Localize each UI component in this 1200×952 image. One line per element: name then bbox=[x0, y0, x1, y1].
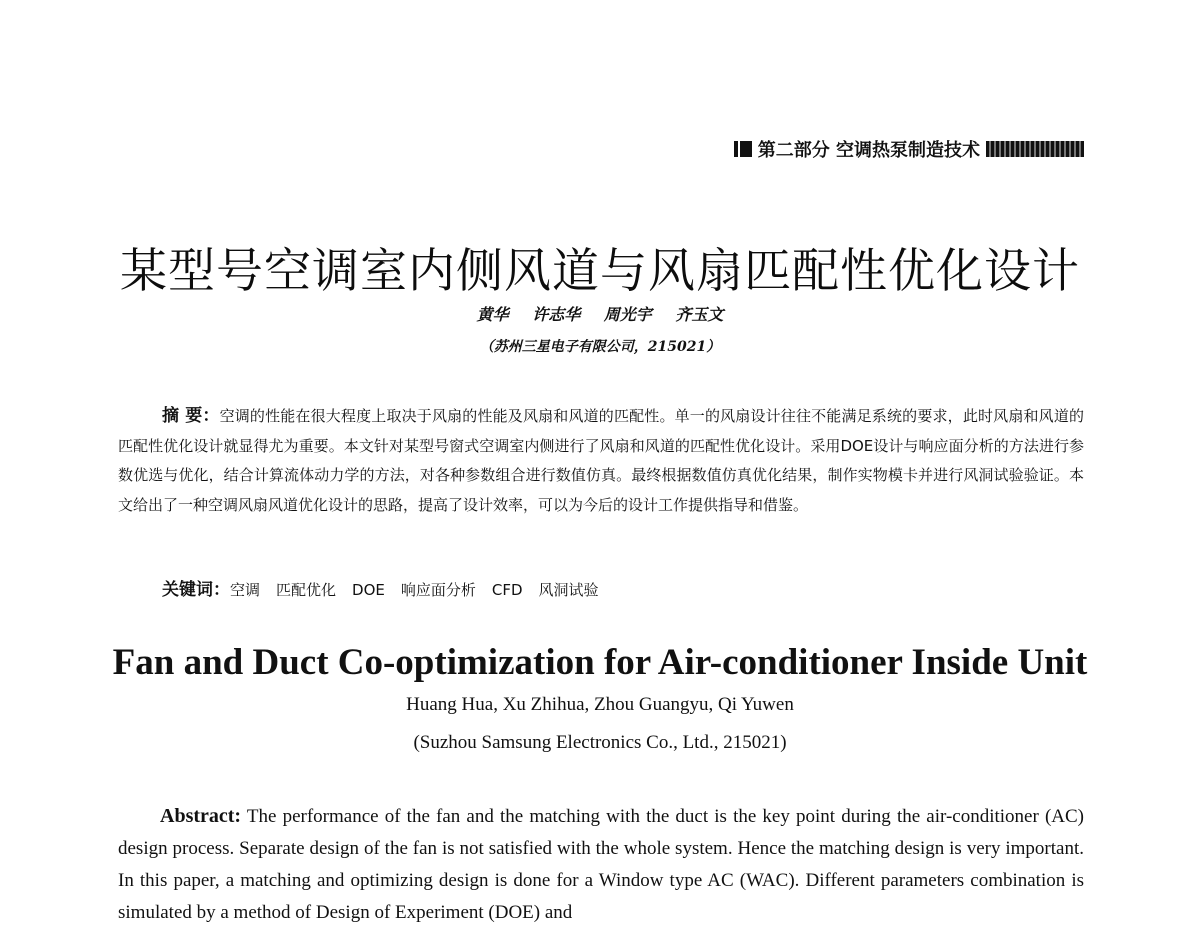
chinese-authors: 黄华 许志华 周光宇 齐玉文 bbox=[476, 305, 724, 324]
chinese-keywords bbox=[162, 575, 1082, 600]
header-left-bar bbox=[734, 141, 752, 157]
chinese-abstract bbox=[118, 402, 1084, 520]
chinese-keywords-label: 关键词： bbox=[162, 580, 230, 600]
keyword: 响应面分析 bbox=[400, 581, 476, 599]
chinese-title: 某型号空调室内侧风道与风扇匹配性优化设计 bbox=[120, 244, 1080, 299]
english-title: Fan and Duct Co-optimization for Air-conditioner Inside Unit bbox=[112, 642, 1088, 683]
english-authors: Huang Hua, Xu Zhihua, Zhou Guangyu, Qi Yuwen bbox=[406, 694, 794, 715]
english-abstract-text: The performance of the fan and the matching with the duct is the key point during the air-conditioner (AC) design process. Separate design of the fan is not satisfied with the whole system. Hence the matching design is very important. In this paper, a matching and optimizing design is done for a Window type AC (WAC). Different parameters combination is simulated by a method of Design of Experiment (DOE) and bbox=[118, 806, 1084, 923]
english-abstract bbox=[118, 800, 1084, 929]
english-abstract-label: Abstract: bbox=[160, 805, 242, 827]
chinese-abstract-text: 空调的性能在很大程度上取决于风扇的性能及风扇和风道的匹配性。单一的风扇设计往往不能满足系统的要求，此时风扇和风道的匹配性优化设计就显得尤为重要。本文针对某型号窗式空调室内侧进行了风扇和风道的匹配性优化设计。采用DOE设计与响应面分析的方法进行参数优选与优化，结合计算流体动力学的方法，对各种参数组合进行数值仿真。最终根据数值仿真优化结果，制作实物模卡并进行风洞试验验证。本文给出了一种空调风扇风道优化设计的思路，提高了设计效率，可以为今后的设计工作提供指导和借鉴。 bbox=[118, 407, 1084, 514]
keyword: 风洞试验 bbox=[538, 581, 599, 599]
chinese-affiliation: （苏州三星电子有限公司，215021） bbox=[479, 339, 721, 355]
keyword: 匹配优化 bbox=[276, 581, 337, 599]
running-header bbox=[734, 136, 1084, 162]
english-affiliation: (Suzhou Samsung Electronics Co., Ltd., 215021) bbox=[413, 732, 787, 753]
header-right-bar bbox=[986, 141, 1084, 157]
header-section-label: 第二部分 空调热泵制造技术 bbox=[757, 140, 980, 161]
keyword: 空调 bbox=[230, 581, 261, 599]
keyword: CFD bbox=[491, 581, 523, 599]
keyword: DOE bbox=[352, 581, 385, 599]
chinese-abstract-label: 摘 要： bbox=[162, 406, 220, 426]
